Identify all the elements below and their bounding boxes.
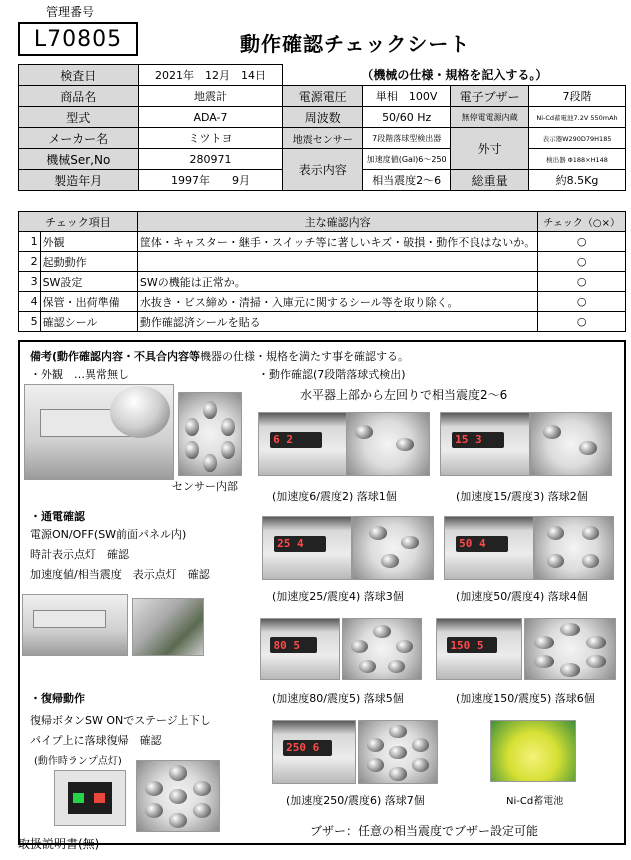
row-number: 2	[19, 252, 41, 272]
buzzer-value: 7段階	[529, 86, 626, 107]
row-content	[137, 252, 537, 272]
display-photo	[260, 618, 340, 680]
frequency-value: 50/60 Hz	[363, 107, 451, 128]
check-table	[18, 211, 626, 332]
caption-3: (加速度25/震度4) 落球3個	[272, 590, 404, 603]
year-value: 1997年 9月	[138, 170, 283, 191]
inspection-date: 2021年 12月 14日	[138, 65, 283, 86]
buzzer-label: 電子ブザー	[451, 86, 529, 107]
balls-photo	[358, 720, 438, 784]
reset-balls-photo	[136, 760, 220, 832]
frequency-label: 周波数	[283, 107, 363, 128]
caption-2: (加速度15/震度3) 落球2個	[456, 490, 588, 503]
model-label: 型式	[19, 107, 139, 128]
size-label: 外寸	[451, 128, 529, 170]
sensor-label: 地震センサー	[283, 128, 363, 149]
year-label: 製造年月	[19, 170, 139, 191]
power-title: ・通電確認	[30, 510, 85, 523]
row-number: 4	[19, 292, 41, 312]
display-photo	[444, 516, 534, 580]
row-number: 5	[19, 312, 41, 332]
display-readout: 50 4	[459, 537, 486, 551]
row-content: 筐体・キャスター・継手・スイッチ等に著しいキズ・破損・動作不良はないか。	[137, 232, 537, 252]
check-content-header: 主な確認内容	[137, 212, 537, 232]
row-item: 外観	[40, 232, 137, 252]
sensor-inside-caption: センサー内部	[172, 480, 238, 493]
display-readout: 150 5	[450, 638, 484, 652]
caption-7: (加速度250/震度6) 落球7個	[286, 794, 425, 807]
backup-value: Ni-Cd蓄電池7.2V 550mAh	[529, 107, 626, 128]
reset-title: ・復帰動作	[30, 692, 85, 705]
table-row	[19, 272, 626, 292]
balls-photo	[342, 618, 422, 680]
buzzer-note: ブザー：任意の相当震度でブザー設定可能	[310, 824, 539, 838]
row-number: 1	[19, 232, 41, 252]
appearance-note: ・外観 …異常無し	[30, 368, 129, 381]
operation-desc: 水平器上部から左回りで相当震度2～6	[300, 388, 508, 402]
display-photo	[440, 412, 530, 476]
row-number: 3	[19, 272, 41, 292]
spec-note: （機械の仕様・規格を記入する。）	[361, 68, 548, 83]
balls-photo	[530, 412, 612, 476]
serial-value: 280971	[138, 149, 283, 170]
product-value: 地震計	[138, 86, 283, 107]
check-item-header: チェック項目	[19, 212, 138, 232]
balls-photo	[524, 618, 616, 680]
row-item: 確認シール	[40, 312, 137, 332]
reset-line-3: (動作時ランプ点灯)	[34, 756, 122, 767]
row-mark: ○	[538, 312, 626, 332]
remarks-bold: 備考(動作確認内容・不具合内容等	[30, 350, 201, 363]
caption-6: (加速度150/震度5) 落球6個	[456, 692, 595, 705]
balls-photo	[346, 412, 430, 476]
backup-label: 無停電電源内蔵	[451, 107, 529, 128]
display-readout: 6 2	[273, 433, 293, 447]
sensor-inside-photo	[178, 392, 242, 476]
voltage-value: 単相 100V	[363, 86, 451, 107]
wiring-photo	[132, 598, 204, 656]
operation-title: ・動作確認(7段階落球式検出)	[258, 368, 406, 381]
page-title: 動作確認チェックシート	[240, 32, 471, 56]
size-display: 表示器W290D79H185	[529, 128, 626, 149]
remarks-text: 機器の仕様・規格を満たす事を確認する。	[200, 350, 410, 363]
sensor-value: 7段階落球型検出器	[363, 128, 451, 149]
row-mark: ○	[538, 292, 626, 312]
power-panel-photo	[22, 594, 128, 656]
voltage-label: 電源電圧	[283, 86, 363, 107]
lamp-photo	[54, 770, 126, 826]
weight-label: 総重量	[451, 170, 529, 191]
power-line-3: 加速度値/相当震度 表示点灯 確認	[30, 568, 210, 581]
display-readout: 80 5	[273, 638, 300, 652]
row-content: SWの機能は正常か。	[137, 272, 537, 292]
model-value: ADA-7	[138, 107, 283, 128]
caption-5: (加速度80/震度5) 落球5個	[272, 692, 404, 705]
manual-note: 取扱説明書(無)	[18, 837, 100, 851]
table-row	[19, 252, 626, 272]
battery-photo	[490, 720, 576, 782]
size-detector: 検出器 Φ188×H148	[529, 149, 626, 170]
balls-photo	[534, 516, 614, 580]
maker-label: メーカー名	[19, 128, 139, 149]
table-row	[19, 312, 626, 332]
display-photo	[272, 720, 356, 784]
row-item: SW設定	[40, 272, 137, 292]
inspection-date-label: 検査日	[19, 65, 139, 86]
row-item: 保管・出荷準備	[40, 292, 137, 312]
display-photo	[262, 516, 352, 580]
caption-4: (加速度50/震度4) 落球4個	[456, 590, 588, 603]
management-number: L70805	[18, 22, 138, 56]
row-item: 起動動作	[40, 252, 137, 272]
table-row	[19, 232, 626, 252]
row-content: 水抜き・ビス締め・清掃・入庫元に関するシール等を取り除く。	[137, 292, 537, 312]
remarks-heading	[30, 348, 409, 364]
row-mark: ○	[538, 252, 626, 272]
reset-line-1: 復帰ボタンSW ONでステージ上下し	[30, 714, 211, 727]
display-readout: 250 6	[286, 741, 320, 755]
spec-table	[18, 64, 626, 191]
weight-value: 約8.5Kg	[529, 170, 626, 191]
caption-1: (加速度6/震度2) 落球1個	[272, 490, 397, 503]
table-row	[19, 292, 626, 312]
display-accel: 加速度値(Gal)6～250	[363, 149, 451, 170]
row-content: 動作確認済シールを貼る	[137, 312, 537, 332]
maker-value: ミツトヨ	[138, 128, 283, 149]
row-mark: ○	[538, 272, 626, 292]
display-readout: 25 4	[277, 537, 304, 551]
display-intensity: 相当震度2～6	[363, 170, 451, 191]
display-photo	[258, 412, 348, 476]
reset-line-2: パイプ上に落球復帰 確認	[30, 734, 162, 747]
power-line-1: 電源ON/OFF(SW前面パネル内)	[30, 528, 187, 541]
battery-caption: Ni-Cd蓄電池	[506, 796, 564, 807]
balls-photo	[352, 516, 434, 580]
display-readout: 15 3	[455, 433, 482, 447]
management-number-label: 管理番号	[46, 5, 95, 19]
product-label: 商品名	[19, 86, 139, 107]
display-label: 表示内容	[283, 149, 363, 191]
sensor-cylinder-photo	[110, 386, 170, 438]
row-mark: ○	[538, 232, 626, 252]
power-line-2: 時計表示点灯 確認	[30, 548, 129, 561]
check-mark-header: チェック（○×）	[538, 212, 626, 232]
serial-label: 機械Ser,No	[19, 149, 139, 170]
display-photo	[436, 618, 522, 680]
